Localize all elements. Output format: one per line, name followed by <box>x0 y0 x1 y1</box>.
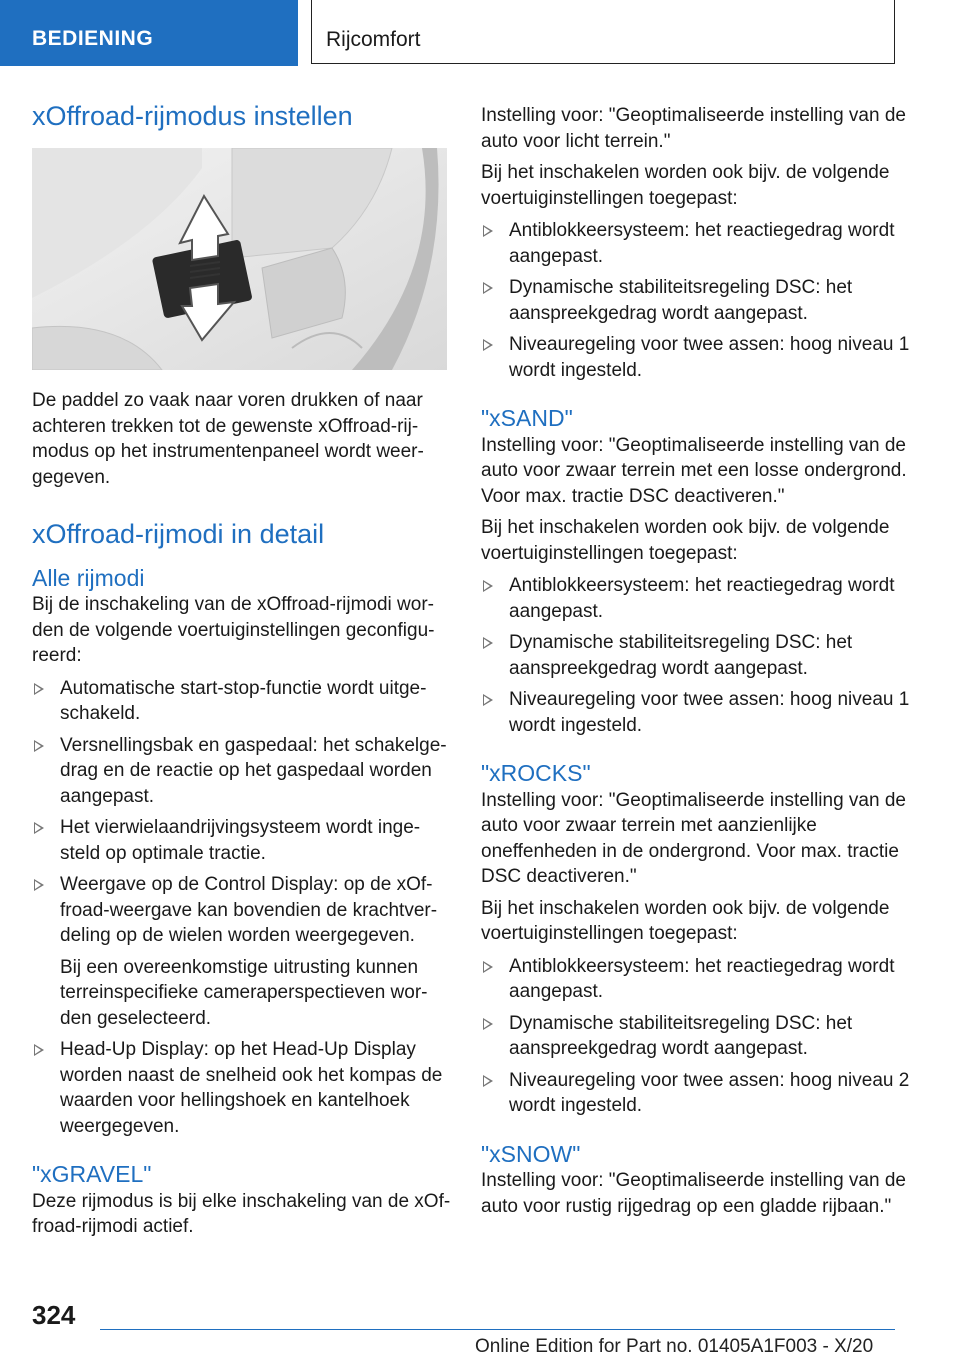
sand-list <box>481 573 921 738</box>
triangle-bullet-icon <box>483 580 493 592</box>
list-item: Antiblokkeersysteem: het reactiegedrag wordt aangepast. <box>481 954 921 1005</box>
snow-setting: Instelling voor: "Geoptimaliseerde instelling van de auto voor rustig rijgedrag op een gladde rijbaan." <box>481 1170 906 1217</box>
triangle-bullet-icon <box>483 1018 493 1030</box>
triangle-bullet-icon <box>483 694 493 706</box>
list-item: Het vierwielaandrijvingsysteem wordt ingesteld op optimale tractie. <box>32 815 452 866</box>
footer-edition-text: Online Edition for Part no. 01405A1F003 - X/20 <box>475 1336 874 1357</box>
triangle-bullet-icon <box>483 1075 493 1087</box>
gravel-list <box>481 218 921 383</box>
gravel-text: Deze rijmodus is bij elke inschakeling van de xOffroad-rijmodi actief. <box>32 1190 451 1238</box>
all-modes-intro: Bij de inschakeling van de xOffroad-rijmodi worden de volgende voertuiginstellingen geconfigureerd: <box>32 594 435 667</box>
triangle-bullet-icon <box>483 339 493 351</box>
all-modes-title: Alle rijmodi <box>32 564 145 591</box>
list-item: Dynamische stabiliteitsregeling DSC: het aanspreekgedrag wordt aangepast. <box>481 1011 921 1062</box>
left-column <box>32 100 452 1240</box>
list-item: Dynamische stabiliteitsregeling DSC: het aanspreekgedrag wordt aangepast. <box>481 275 921 326</box>
list-item: Antiblokkeersysteem: het reactiegedrag wordt aangepast. <box>481 218 921 269</box>
chapter-header <box>311 0 895 64</box>
list-item: Weergave op de Control Display: op de xOffroad-weergave kan bovendien de krachtverdeling op de wielen worden weergegeven. Bij een overeenkomstige uitrusting kunnen terreinspecifieke cameraperspectieven worden geselecteerd. <box>32 872 452 1031</box>
gravel-applied: Bij het inschakelen worden ook bijv. de volgende voertuiginstellingen toegepast: <box>481 162 890 209</box>
list-item: Niveauregeling voor twee assen: hoog niveau 1 wordt ingesteld. <box>481 332 921 383</box>
intro-paragraph: De paddel zo vaak naar voren drukken of naar achteren trekken tot de gewenste xOffroad-rijmodus op het instrumentenpaneel wordt weergegeven. <box>32 390 424 488</box>
list-item: Dynamische stabiliteitsregeling DSC: het aanspreekgedrag wordt aangepast. <box>481 630 921 681</box>
gravel-title: "xGRAVEL" <box>32 1161 152 1188</box>
footer-divider <box>100 1329 895 1330</box>
rocks-title: "xROCKS" <box>481 760 591 787</box>
rocks-applied: Bij het inschakelen worden ook bijv. de volgende voertuiginstellingen toegepast: <box>481 897 890 945</box>
detail-title: xOffroad-rijmodi in detail <box>32 519 325 550</box>
rocks-list <box>481 954 921 1119</box>
triangle-bullet-icon <box>34 740 44 752</box>
section-label: BEDIENING <box>32 27 154 50</box>
triangle-bullet-icon <box>34 879 44 891</box>
section-tab <box>0 0 298 66</box>
triangle-bullet-icon <box>34 822 44 834</box>
triangle-bullet-icon <box>483 225 493 237</box>
section-title: xOffroad-rijmodus instellen <box>32 101 353 131</box>
sand-title: "xSAND" <box>481 405 573 431</box>
triangle-bullet-icon <box>483 637 493 649</box>
triangle-bullet-icon <box>483 282 493 294</box>
paddle-illustration <box>32 148 447 370</box>
triangle-bullet-icon <box>483 961 493 973</box>
snow-title: "xSNOW" <box>481 1140 581 1167</box>
list-item: Versnellingsbak en gaspedaal: het schakelgedrag en de reactie op het gaspedaal worden aangepast. <box>32 733 452 810</box>
right-column <box>481 103 921 1219</box>
gravel-setting: Instelling voor: "Geoptimaliseerde instelling van de auto voor licht terrein." <box>481 105 906 152</box>
rocks-setting: Instelling voor: "Geoptimaliseerde instelling van de auto voor zwaar terrein met aanzienlijke oneffenheden in de ondergrond. Voor max. tractie DSC deactiveren." <box>481 789 906 888</box>
list-item: Niveauregeling voor twee assen: hoog niveau 1 wordt ingesteld. <box>481 687 921 738</box>
sand-setting: Instelling voor: "Geoptimaliseerde instelling van de auto voor zwaar terrein met een losse ondergrond. Voor max. tractie DSC deactiveren." <box>481 434 907 507</box>
list-item: Head-Up Display: op het Head-Up Display worden naast de snelheid ook het kompas de waarden voor hellingshoek en kantelhoek weergegeven. <box>32 1037 452 1139</box>
all-modes-list <box>32 676 452 1140</box>
triangle-bullet-icon <box>34 683 44 695</box>
list-item: Niveauregeling voor twee assen: hoog niveau 2 wordt ingesteld. <box>481 1068 921 1119</box>
list-item: Automatische start-stop-functie wordt uitgeschakeld. <box>32 676 452 727</box>
triangle-bullet-icon <box>34 1044 44 1056</box>
list-item-note: Bij een overeenkomstige uitrusting kunnen terreinspecifieke cameraperspectieven worden geselecteerd. <box>60 956 428 1029</box>
sand-applied: Bij het inschakelen worden ook bijv. de volgende voertuiginstellingen toegepast: <box>481 517 890 564</box>
page-number: 324 <box>32 1300 76 1330</box>
list-item: Antiblokkeersysteem: het reactiegedrag wordt aangepast. <box>481 573 921 624</box>
paddle-photo <box>32 148 447 370</box>
chapter-label: Rijcomfort <box>326 28 421 51</box>
